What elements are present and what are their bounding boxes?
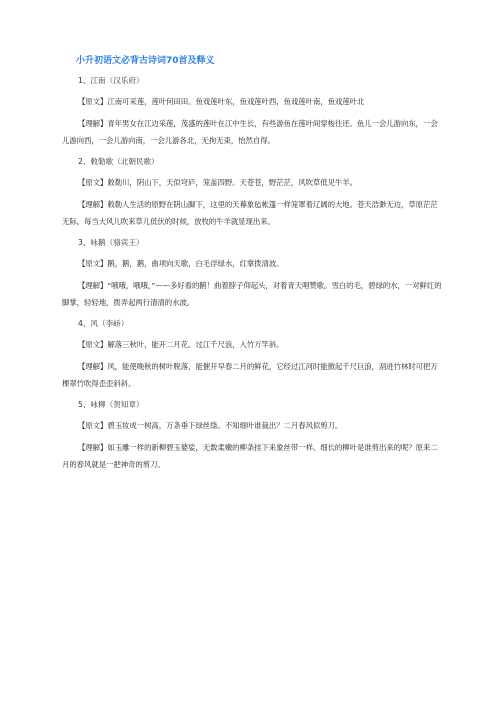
poem-heading: 4、风（李峤） [78,319,129,328]
poem-original: 【原文】江南可采莲，莲叶何田田。鱼戏莲叶东，鱼戏莲叶西，鱼戏莲叶南，鱼戏莲叶北 [78,97,365,106]
poem-explanation: 【理解】敕勒人生活的原野在阴山脚下，这里的天幕象毡帐篷一样笼罩着辽阔的大地。苍天浩渺无边，草原茫茫无际，每当大风儿吹来草儿低伏的时候，放牧的牛羊就显现出来。 [62,200,438,226]
poem-explanation: 【理解】“哦哦，哦哦，”——多好看的鹅！曲着脖子仰起头，对着青天唱赞歌。雪白的毛，碧绿的水，一对鲜红的脚掌，轻轻地，拨弄起两行清清的水波。 [62,281,442,307]
poem-explanation: 【理解】青年男女在江边采莲，茂盛的莲叶在江中生长，有些游鱼在莲叶间穿梭往还。鱼儿一会儿游向东，一会儿游向西，一会儿游向南，一会儿游各北，无拘无束，怡然自得。 [62,119,438,145]
poem-original: 【原文】解落三秋叶，能开二月花。过江千尺浪，入竹万竿斜。 [78,340,284,349]
poem-section [62,316,442,392]
poem-heading: 1、江南（汉乐府） [78,76,144,85]
poem-original: 【原文】碧玉妆成一树高，万条垂下绿丝绦。不知细叶谁裁出？二月春风似剪刀。 [78,421,343,430]
poem-explanation: 【理解】风，能使晚秋的树叶脱落，能催开早春二月的鲜花，它经过江河时能掀起千尺巨浪，刮进竹林时可把万棵翠竹吹得歪歪斜斜。 [62,362,438,388]
poem-section [62,73,442,149]
poem-section [62,397,442,473]
document-body [62,72,442,478]
poem-heading: 5、咏柳（贺知章） [78,400,144,409]
poem-section [62,154,442,230]
poem-heading: 3、咏鹅（骆宾王） [78,238,144,247]
poem-section [62,235,442,311]
document-title: 小升初语文必背古诗词70首及释义 [76,56,215,66]
poem-explanation: 【理解】如玉雕一样的新柳碧玉婆娑，无数柔嫩的柳条挂下来象丝带一样。细长的柳叶是谁剪出来的呢？原来二月的春风就是一把神奇的剪刀。 [62,443,438,469]
poem-original: 【原文】鹅，鹅，鹅，曲项向天歌，白毛浮绿水，红掌拨清波。 [78,259,284,268]
poem-original: 【原文】敕勒川，阴山下，天似穹庐，笼盖四野。天苍苍，野茫茫，风吹草低见牛羊。 [78,178,357,187]
poem-heading: 2、敕勒歌（北朝民歌） [78,157,159,166]
